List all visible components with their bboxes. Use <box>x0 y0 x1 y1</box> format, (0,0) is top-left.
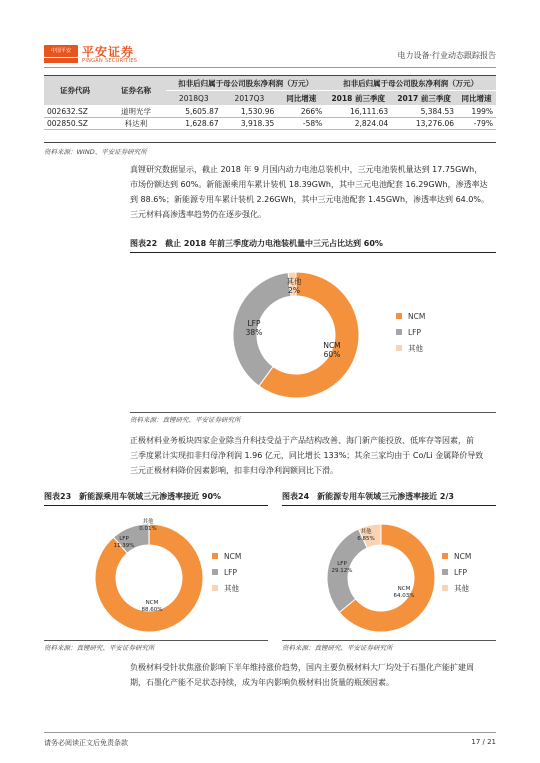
legend-label-lfp: LFP <box>454 568 468 577</box>
slice-value-label: 11.39% <box>113 543 135 549</box>
legend-swatch-ncm <box>396 313 402 319</box>
slice-label: LFP <box>337 561 347 567</box>
paragraph-line: 市场份额达到 60%。新能源乘用车累计装机 18.39GWh，其中三元电池配套 16.29GWh，渗透率达 <box>130 180 488 189</box>
fig24-legend <box>442 552 471 593</box>
slice-label: LFP <box>119 536 129 542</box>
legend-label-ncm: NCM <box>408 312 426 321</box>
cell-value: 2,824.04 <box>325 118 391 130</box>
col-yoy-ytd: 同比增速 <box>457 91 496 106</box>
fig23-source: 资料来源：真锂研究、平安证券研究所 <box>44 644 155 652</box>
legend-label-lfp: LFP <box>224 568 238 577</box>
paragraph-line: 三元材料高渗透率趋势仍在逐步强化。 <box>130 210 266 219</box>
slice-label: NCM <box>323 341 341 350</box>
slice-value-label: 64.03% <box>393 593 415 599</box>
fig24-title: 图表24 新能源专用车领域三元渗透率接近 2/3 <box>282 492 454 501</box>
col-yoy-q: 同比增速 <box>277 91 325 106</box>
slice-label: 其他 <box>360 529 372 535</box>
slice-value-label: 29.12% <box>331 568 353 574</box>
slice-label: LFP <box>247 319 261 328</box>
paragraph-battery-share <box>130 162 496 222</box>
cell-value: 5,605.87 <box>166 106 222 118</box>
logo-badge: 中国平安 <box>44 45 78 57</box>
fig22-bottom-rule <box>130 412 496 413</box>
paragraph-line: 正极材料业务板块四家企业除当升科技受益于产品结构改善、海门新产能投放、低库存等因素，前 <box>130 436 474 445</box>
legend-swatch-other <box>396 345 402 351</box>
paragraph-anode <box>130 660 496 690</box>
legend-label-ncm: NCM <box>454 552 472 561</box>
cell-name: 科达利 <box>106 118 166 130</box>
slice-label: NCM <box>397 586 411 592</box>
header-divider <box>44 67 496 68</box>
legend-swatch-lfp <box>396 329 402 335</box>
cell-value: 199% <box>457 106 496 118</box>
slice-value-label: 88.60% <box>141 607 163 613</box>
report-title: 电力设备·行业动态跟踪报告 <box>397 51 496 60</box>
col-2018ytd: 2018 前三季度 <box>325 91 391 106</box>
col-group-quarter: 扣非后归属于母公司股东净利润（万元） <box>166 76 325 91</box>
footer-divider <box>44 732 496 733</box>
cell-value: 266% <box>277 106 325 118</box>
slice-value-label: 2% <box>288 286 300 295</box>
fig22-source: 资料来源：真锂研究、平安证券研究所 <box>130 416 241 424</box>
table-source: 资料来源：WIND、平安证券研究所 <box>44 148 147 156</box>
page-number: 17 / 21 <box>471 738 496 746</box>
cell-code: 002632.SZ <box>44 106 106 118</box>
col-2017ytd: 2017 前三季度 <box>391 91 457 106</box>
logo-name: 平安证券 <box>82 45 135 59</box>
legend-label-other: 其他 <box>408 344 423 353</box>
paragraph-line: 期，石墨化产能不足状态持续，成为年内影响负极材料出货量的瓶颈因素。 <box>130 678 394 687</box>
slice-value-label: 0.01% <box>139 526 157 532</box>
fig22-legend <box>396 312 425 353</box>
col-code: 证券代码 <box>44 76 106 106</box>
fig23-title: 图表23 新能源乘用车领域三元渗透率接近 90% <box>44 492 222 501</box>
fig24-bottom-rule <box>282 640 496 641</box>
legend-label-lfp: LFP <box>408 328 422 337</box>
cell-value: -79% <box>457 118 496 130</box>
table-bottom-rule <box>44 142 496 143</box>
paragraph-line: 负极材料受针状焦涨价影响下半年维持涨价趋势，国内主要负极材料大厂均处于石墨化产能扩建周 <box>130 663 474 672</box>
cell-value: 5,384.53 <box>391 106 457 118</box>
slice-label: 其他 <box>142 519 154 525</box>
fig24-rule <box>282 505 496 506</box>
cell-value: 16,111.63 <box>325 106 391 118</box>
paragraph-line: 三元正极材料降价因素影响，扣非归母净利润额同比下滑。 <box>130 466 338 475</box>
fig22-title: 图表22 截止 2018 年前三季度动力电池装机量中三元占比达到 60% <box>130 239 383 248</box>
paragraph-cathode <box>130 433 496 478</box>
cell-code: 002850.SZ <box>44 118 106 130</box>
legend-swatch-lfp <box>212 569 218 575</box>
col-2017q3: 2017Q3 <box>222 91 278 106</box>
col-2018q3: 2018Q3 <box>166 91 222 106</box>
legend-label-other: 其他 <box>454 584 469 593</box>
paragraph-line: 三季度累计实现扣非归母净利润 1.96 亿元，同比增长 133%；其余三家均由于 Co/Li 金属降价导致 <box>130 451 484 460</box>
table-row <box>44 106 496 118</box>
col-name: 证券名称 <box>106 76 166 106</box>
logo-bar <box>44 58 78 63</box>
legend-swatch-ncm <box>442 553 448 559</box>
legend-swatch-other <box>442 585 448 591</box>
slice-value-label: 60% <box>323 350 341 359</box>
legend-swatch-lfp <box>442 569 448 575</box>
fig22-chart <box>130 256 496 410</box>
cell-value: 1,628.67 <box>166 118 222 130</box>
legend-label-other: 其他 <box>224 584 239 593</box>
fig23-chart <box>44 508 268 638</box>
cell-value: 3,918.35 <box>222 118 278 130</box>
fig24-chart <box>282 508 496 638</box>
fig22-rule <box>130 252 496 253</box>
cell-value: 1,530.96 <box>222 106 278 118</box>
cell-name: 道明光学 <box>106 106 166 118</box>
slice-value-label: 38% <box>245 328 263 337</box>
cell-value: -58% <box>277 118 325 130</box>
fig23-legend <box>212 552 241 593</box>
fig23-bottom-rule <box>44 640 268 641</box>
fig24-donut <box>327 524 435 632</box>
slice-value-label: 6.85% <box>357 536 375 542</box>
fig22-donut <box>233 272 359 398</box>
slice-label: 其他 <box>286 277 302 286</box>
fig24-source: 资料来源：真锂研究、平安证券研究所 <box>282 644 393 652</box>
cell-value: 13,276.06 <box>391 118 457 130</box>
fig23-rule <box>44 505 268 506</box>
table-row <box>44 118 496 130</box>
legend-swatch-other <box>212 585 218 591</box>
legend-label-ncm: NCM <box>224 552 242 561</box>
logo-subtitle: PINGAN SECURITIES <box>82 58 138 64</box>
legend-swatch-ncm <box>212 553 218 559</box>
col-group-ytd: 扣非后归属于母公司股东净利润（万元） <box>325 76 496 91</box>
paragraph-line: 到 88.6%；新能源专用车累计装机 2.26GWh，其中三元电池配套 1.45GWh，渗透率达到 64.0%。 <box>130 195 489 204</box>
profit-table <box>44 76 496 130</box>
paragraph-line: 真锂研究数据显示，截止 2018 年 9 月国内动力电池总装机中，三元电池装机量达到 17.75GWh， <box>130 165 483 174</box>
fig23-donut <box>95 517 203 632</box>
slice-label: NCM <box>145 600 159 606</box>
footer-disclaimer: 请务必阅读正文后免责条款 <box>44 739 128 747</box>
